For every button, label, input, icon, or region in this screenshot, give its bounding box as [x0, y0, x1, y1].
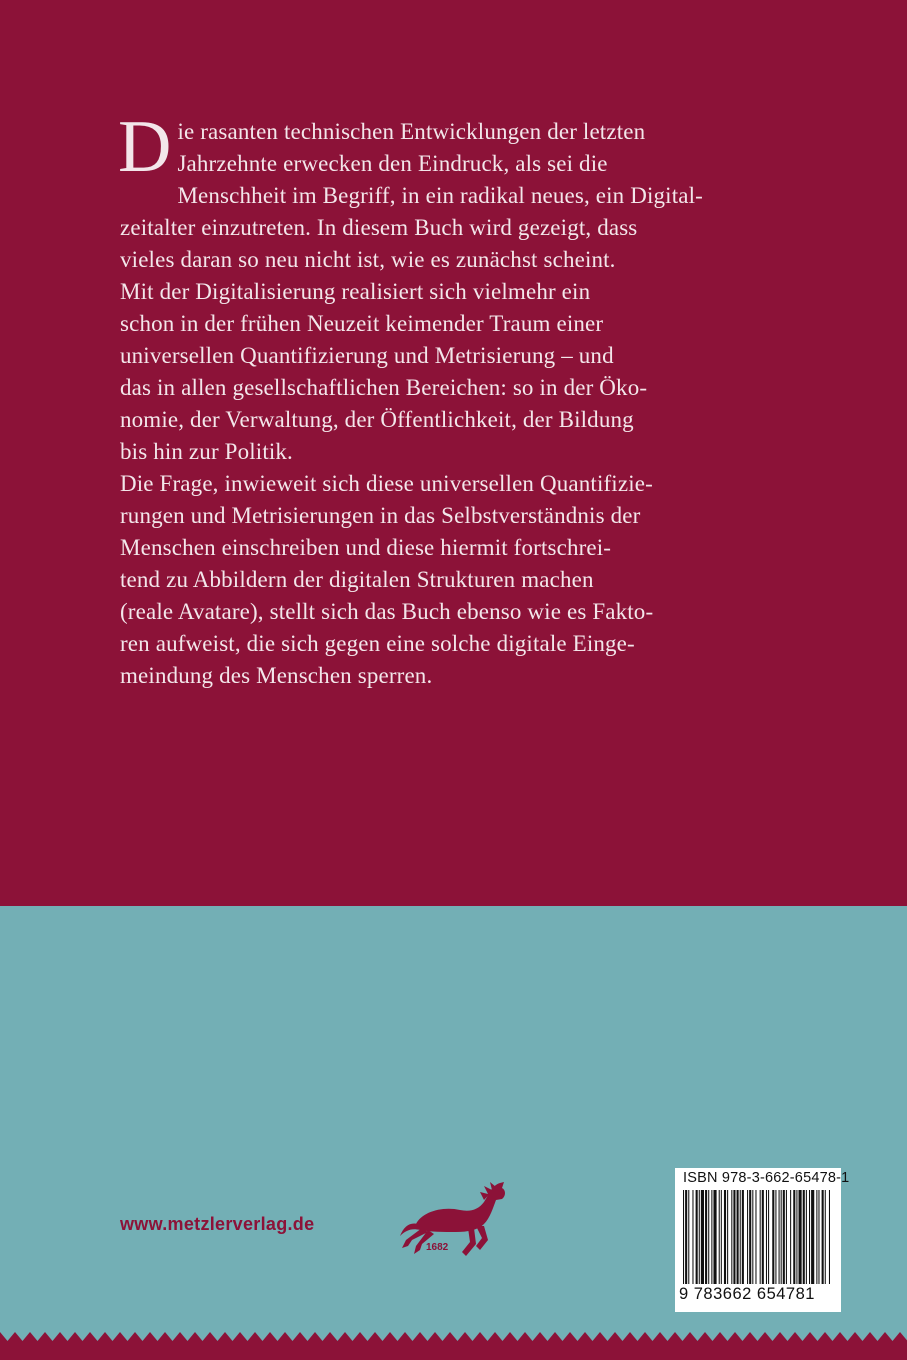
blurb-text	[118, 106, 760, 692]
barcode-bar	[786, 1190, 787, 1284]
drop-cap: D	[118, 106, 172, 188]
barcode-bar	[747, 1190, 748, 1284]
barcode-bar	[688, 1190, 689, 1284]
barcode-bar	[772, 1190, 774, 1284]
blurb-line: zeitalter einzutreten. In diesem Buch wird gezeigt, dass	[120, 215, 638, 240]
barcode-bar	[779, 1190, 780, 1284]
barcode-bar	[809, 1190, 810, 1284]
barcode-bar	[781, 1190, 782, 1284]
barcode-bar	[818, 1190, 819, 1284]
isbn-barcode	[675, 1168, 850, 1312]
blurb-line: universellen Quantifizierung und Metrisierung – und	[120, 343, 614, 368]
logo-year: 1682	[426, 1242, 449, 1253]
blurb-line: schon in der frühen Neuzeit keimender Traum einer	[120, 311, 604, 336]
publisher-website[interactable]: www.metzlerverlag.de	[120, 1214, 315, 1234]
barcode-digits: 9 783662 654781	[679, 1285, 815, 1303]
barcode-bar	[822, 1190, 824, 1284]
blurb-line: Die Frage, inwieweit sich diese universellen Quantifizie-	[120, 471, 653, 496]
blurb-line: Jahrzehnte erwecken den Eindruck, als sei die	[177, 151, 608, 176]
blurb-line: meindung des Menschen sperren.	[120, 663, 433, 688]
barcode-bar	[692, 1190, 693, 1284]
isbn-label: ISBN 978-3-662-65478-1	[683, 1170, 850, 1186]
barcode-bar	[783, 1190, 785, 1284]
barcode-bar	[742, 1190, 744, 1284]
barcode-bar	[721, 1190, 722, 1284]
blurb-line: rungen und Metrisierungen in das Selbstverständnis der	[120, 503, 641, 528]
decorative-border-strip	[0, 1332, 907, 1360]
barcode-bar	[829, 1190, 830, 1284]
barcode-bar	[724, 1190, 726, 1284]
blurb-line: das in allen gesellschaftlichen Bereichen: so in der Öko-	[120, 375, 648, 400]
barcode-bar	[708, 1190, 709, 1284]
blurb-first-lines	[118, 106, 760, 188]
horse-icon	[398, 1166, 508, 1268]
barcode-bar	[683, 1190, 684, 1284]
barcode-bar	[731, 1190, 732, 1284]
blurb-line: bis hin zur Politik.	[120, 439, 293, 464]
barcode-bar	[719, 1190, 720, 1284]
barcode-bar	[768, 1190, 769, 1284]
barcode-bar	[711, 1190, 712, 1284]
barcode-bar	[685, 1190, 687, 1284]
barcode-bar	[811, 1190, 814, 1284]
barcode-bar	[699, 1190, 700, 1284]
barcode-bar	[766, 1190, 767, 1284]
barcode-bar	[793, 1190, 795, 1284]
barcode-bar	[760, 1190, 761, 1284]
barcode-bar	[727, 1190, 728, 1284]
barcode-bar	[799, 1190, 802, 1284]
barcode-bar	[733, 1190, 735, 1284]
barcode-bar	[775, 1190, 776, 1284]
barcode-bars	[681, 1190, 835, 1286]
barcode-bar	[737, 1190, 739, 1284]
barcode-bar	[803, 1190, 805, 1284]
blurb-line: vieles daran so neu nicht ist, wie es zunächst scheint.	[120, 247, 616, 272]
barcode-bar	[713, 1190, 716, 1284]
barcode-bar	[790, 1190, 791, 1284]
blurb-line: Menschheit im Begriff, in ein radikal neues, ein Digital-	[177, 183, 703, 208]
barcode-bar	[740, 1190, 741, 1284]
barcode-bar	[752, 1190, 753, 1284]
barcode-bar	[816, 1190, 817, 1284]
barcode-bar	[696, 1190, 698, 1284]
blurb-line: tend zu Abbildern der digitalen Strukturen machen	[120, 567, 594, 592]
blurb-line: (reale Avatare), stellt sich das Buch ebenso wie es Fakto-	[120, 599, 654, 624]
barcode-bar	[701, 1190, 704, 1284]
barcode-bar	[796, 1190, 797, 1284]
barcode-bar	[755, 1190, 756, 1284]
blurb-line: nomie, der Verwaltung, der Öffentlichkeit, der Bildung	[120, 407, 634, 432]
barcode-bar	[749, 1190, 751, 1284]
barcode-bar	[806, 1190, 807, 1284]
blurb-line: ie rasanten technischen Entwicklungen der letzten	[177, 119, 646, 144]
barcode-bar	[825, 1190, 826, 1284]
barcode-bar	[762, 1190, 764, 1284]
blurb-line: Mit der Digitalisierung realisiert sich vielmehr ein	[120, 279, 591, 304]
barcode-bar	[705, 1190, 707, 1284]
blurb-line: ren aufweist, die sich gegen eine solche digitale Einge-	[120, 631, 635, 656]
blurb-line: Menschen einschreiben und diese hiermit fortschrei-	[120, 535, 612, 560]
